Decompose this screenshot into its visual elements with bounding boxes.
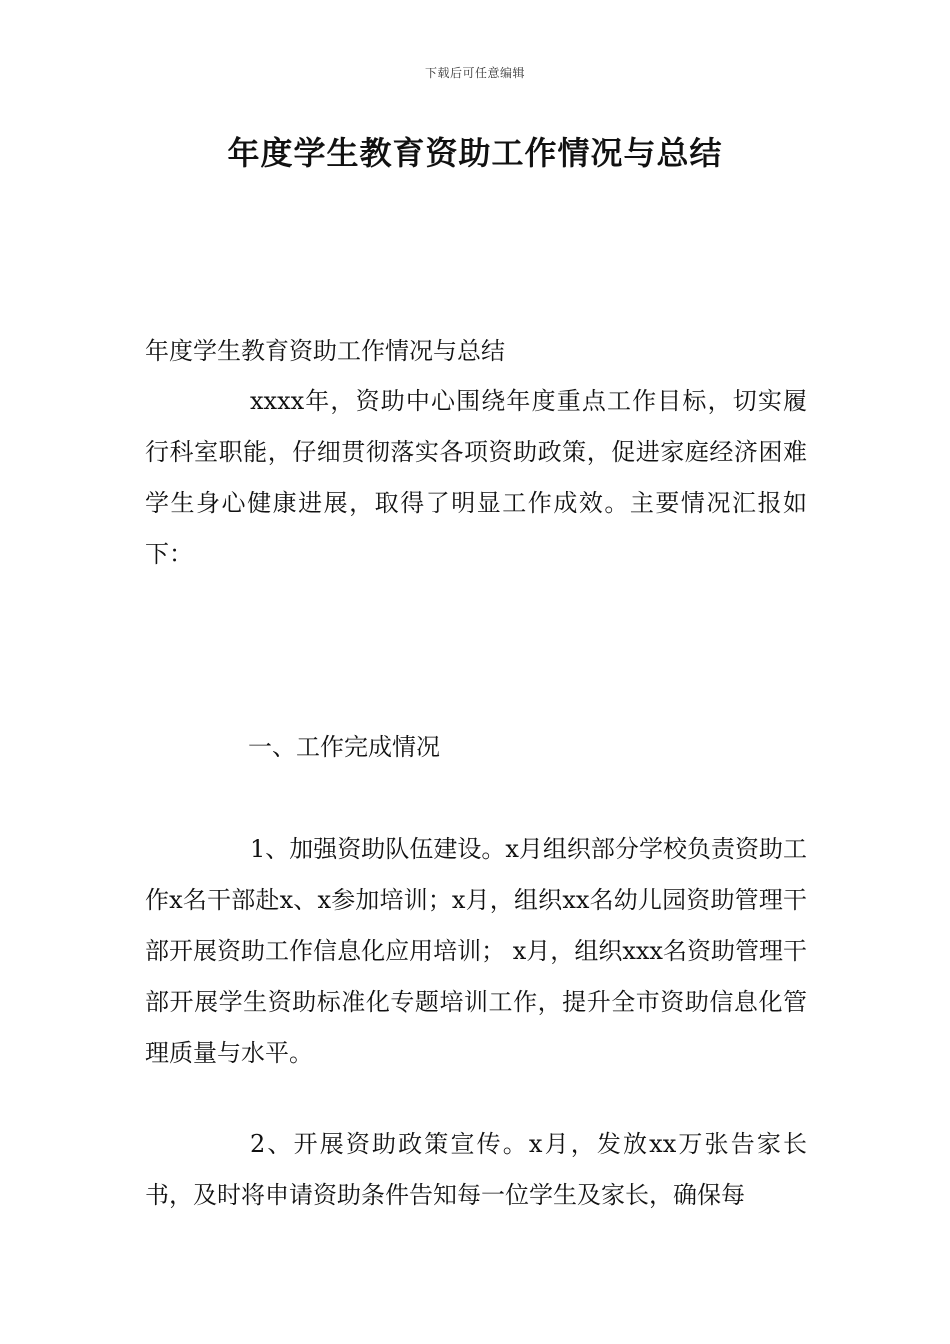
header-note: 下载后可任意编辑 [424, 66, 525, 80]
document-title: 年度学生教育资助工作情况与总结 [227, 134, 723, 172]
list-item: 2、开展资助政策宣传。x月，发放xx万张告家长书，及时将申请资助条件告知每一位学生及家长，确保每 [145, 1130, 807, 1209]
intro-paragraph: xxxx年，资助中心围绕年度重点工作目标，切实履行科室职能，仔细贯彻落实各项资助政策，促进家庭经济困难学生身心健康进展，取得了明显工作成效。主要情况汇报如下： [145, 387, 807, 568]
document-subtitle: 年度学生教育资助工作情况与总结 [145, 337, 505, 365]
list-item: 1、加强资助队伍建设。x月组织部分学校负责资助工作x名干部赴x、x参加培训；x月，组织xx名幼儿园资助管理干部开展资助工作信息化应用培训； x月，组织xxx名资助管理干部开展学生资助标准化专题培训工作，提升全市资助信息化管理质量与水平。 [145, 835, 807, 1067]
section-heading: 一、工作完成情况 [248, 733, 440, 761]
